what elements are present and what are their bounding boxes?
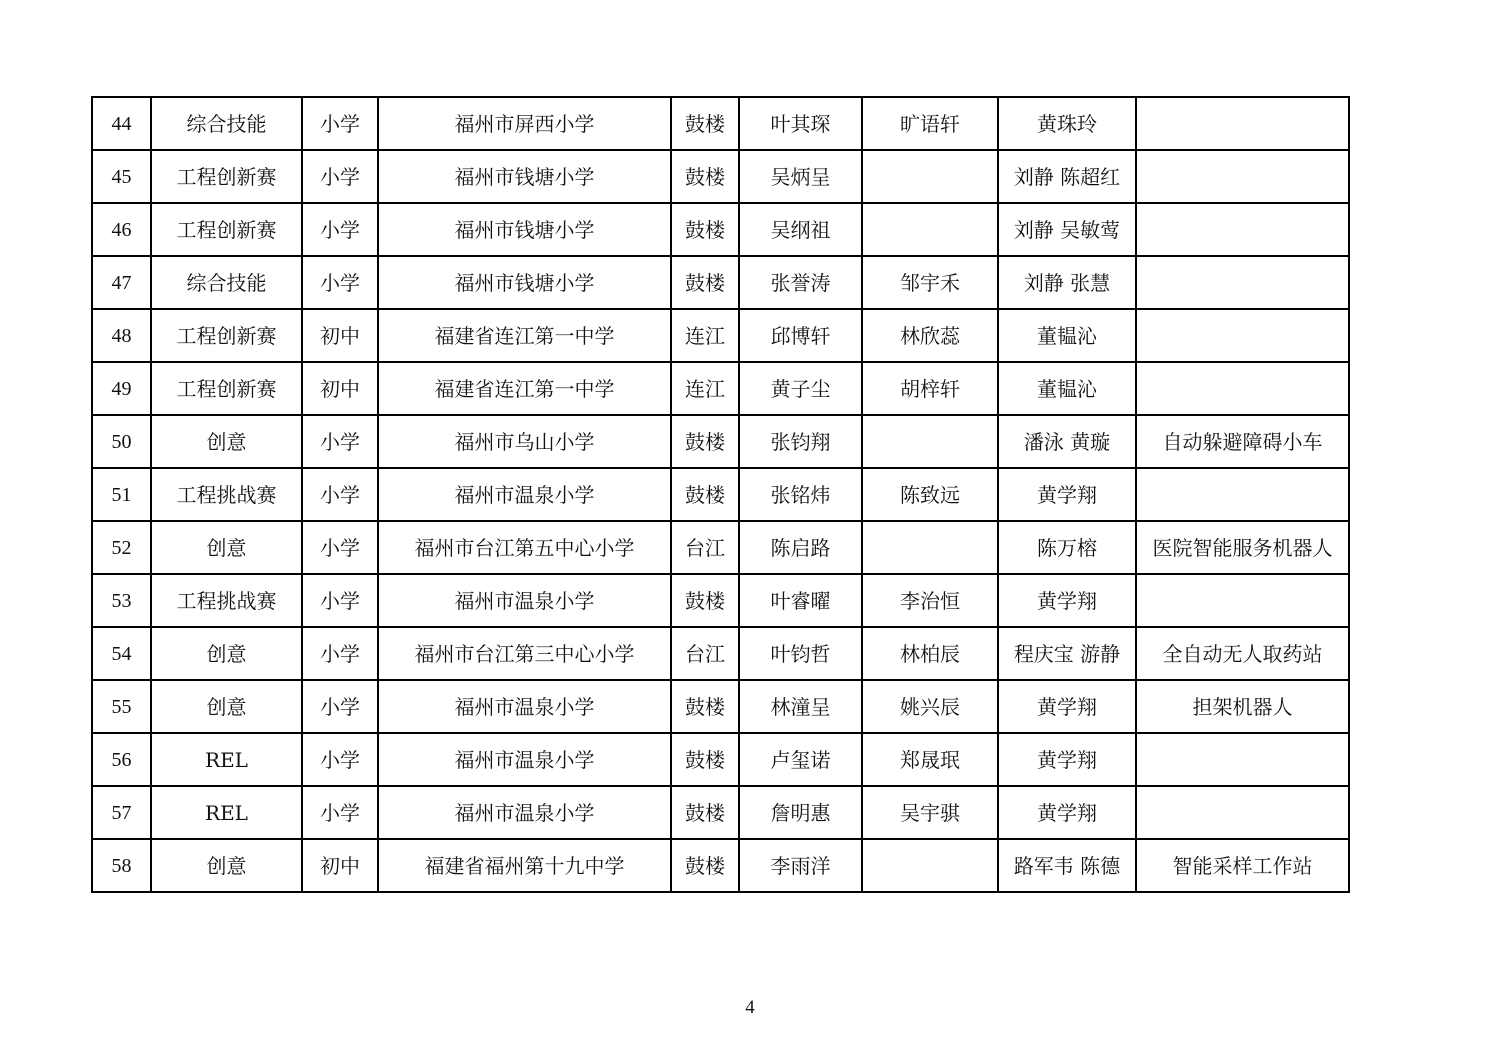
school-name-cell: 福州市钱塘小学 [378, 150, 671, 203]
table-row [92, 627, 1349, 680]
school-name-cell: 福建省福州第十九中学 [378, 839, 671, 892]
table-row [92, 97, 1349, 150]
coach-cell: 黄学翔 [998, 786, 1136, 839]
school-level-cell: 小学 [302, 786, 378, 839]
row-number-cell: 52 [92, 521, 151, 574]
student-1-cell: 吴纲祖 [739, 203, 862, 256]
student-2-cell [862, 150, 998, 203]
project-title-cell [1136, 309, 1349, 362]
district-cell: 连江 [671, 362, 739, 415]
school-level-cell: 小学 [302, 203, 378, 256]
district-cell: 鼓楼 [671, 786, 739, 839]
school-name-cell: 福州市温泉小学 [378, 468, 671, 521]
project-title-cell: 担架机器人 [1136, 680, 1349, 733]
competition-category-cell: REL [151, 786, 302, 839]
competition-category-cell: 工程挑战赛 [151, 574, 302, 627]
student-1-cell: 张誉涛 [739, 256, 862, 309]
competition-category-cell: 创意 [151, 627, 302, 680]
project-title-cell [1136, 150, 1349, 203]
competition-category-cell: 创意 [151, 521, 302, 574]
student-2-cell: 吴宇骐 [862, 786, 998, 839]
district-cell: 鼓楼 [671, 839, 739, 892]
competition-category-cell: 综合技能 [151, 256, 302, 309]
competition-category-cell: 综合技能 [151, 97, 302, 150]
project-title-cell [1136, 733, 1349, 786]
coach-cell: 黄珠玲 [998, 97, 1136, 150]
school-name-cell: 福建省连江第一中学 [378, 362, 671, 415]
district-cell: 连江 [671, 309, 739, 362]
row-number-cell: 56 [92, 733, 151, 786]
competition-category-cell: 创意 [151, 680, 302, 733]
project-title-cell [1136, 97, 1349, 150]
coach-cell: 程庆宝 游静 [998, 627, 1136, 680]
table-row [92, 786, 1349, 839]
coach-cell: 黄学翔 [998, 680, 1136, 733]
school-name-cell: 福州市钱塘小学 [378, 256, 671, 309]
coach-cell: 黄学翔 [998, 574, 1136, 627]
student-1-cell: 叶睿曜 [739, 574, 862, 627]
competition-category-cell: 工程挑战赛 [151, 468, 302, 521]
competition-category-cell: 工程创新赛 [151, 362, 302, 415]
student-2-cell: 林欣蕊 [862, 309, 998, 362]
student-1-cell: 叶其琛 [739, 97, 862, 150]
school-level-cell: 小学 [302, 627, 378, 680]
table-row [92, 415, 1349, 468]
student-1-cell: 叶钧哲 [739, 627, 862, 680]
project-title-cell [1136, 786, 1349, 839]
row-number-cell: 53 [92, 574, 151, 627]
student-2-cell: 陈致远 [862, 468, 998, 521]
student-2-cell [862, 521, 998, 574]
student-1-cell: 詹明惠 [739, 786, 862, 839]
competition-category-cell: 工程创新赛 [151, 150, 302, 203]
coach-cell: 陈万榕 [998, 521, 1136, 574]
district-cell: 台江 [671, 521, 739, 574]
school-name-cell: 福州市温泉小学 [378, 786, 671, 839]
records-table [91, 96, 1350, 893]
table-body [92, 97, 1349, 892]
row-number-cell: 46 [92, 203, 151, 256]
district-cell: 鼓楼 [671, 203, 739, 256]
table-row [92, 309, 1349, 362]
student-1-cell: 邱博轩 [739, 309, 862, 362]
school-level-cell: 小学 [302, 574, 378, 627]
row-number-cell: 49 [92, 362, 151, 415]
school-level-cell: 小学 [302, 256, 378, 309]
school-level-cell: 初中 [302, 839, 378, 892]
table-row [92, 468, 1349, 521]
row-number-cell: 45 [92, 150, 151, 203]
student-2-cell [862, 203, 998, 256]
table-row [92, 521, 1349, 574]
school-name-cell: 福州市温泉小学 [378, 733, 671, 786]
school-name-cell: 福州市台江第三中心小学 [378, 627, 671, 680]
table-row [92, 574, 1349, 627]
district-cell: 鼓楼 [671, 415, 739, 468]
school-name-cell: 福建省连江第一中学 [378, 309, 671, 362]
coach-cell: 刘静 陈超红 [998, 150, 1136, 203]
school-level-cell: 小学 [302, 415, 378, 468]
row-number-cell: 55 [92, 680, 151, 733]
competition-category-cell: 工程创新赛 [151, 203, 302, 256]
school-level-cell: 小学 [302, 150, 378, 203]
project-title-cell [1136, 362, 1349, 415]
coach-cell: 刘静 张慧 [998, 256, 1136, 309]
student-2-cell [862, 839, 998, 892]
row-number-cell: 58 [92, 839, 151, 892]
district-cell: 鼓楼 [671, 256, 739, 309]
row-number-cell: 50 [92, 415, 151, 468]
student-1-cell: 张铭炜 [739, 468, 862, 521]
row-number-cell: 51 [92, 468, 151, 521]
coach-cell: 潘泳 黄璇 [998, 415, 1136, 468]
district-cell: 鼓楼 [671, 680, 739, 733]
student-2-cell: 姚兴辰 [862, 680, 998, 733]
coach-cell: 刘静 吴敏莺 [998, 203, 1136, 256]
table-row [92, 256, 1349, 309]
row-number-cell: 44 [92, 97, 151, 150]
student-1-cell: 吴炳呈 [739, 150, 862, 203]
school-level-cell: 小学 [302, 680, 378, 733]
page-number: 4 [745, 997, 755, 1018]
student-2-cell: 林柏辰 [862, 627, 998, 680]
row-number-cell: 47 [92, 256, 151, 309]
table-row [92, 680, 1349, 733]
school-name-cell: 福州市温泉小学 [378, 680, 671, 733]
project-title-cell [1136, 468, 1349, 521]
table-row [92, 203, 1349, 256]
project-title-cell: 自动躲避障碍小车 [1136, 415, 1349, 468]
student-2-cell [862, 415, 998, 468]
student-1-cell: 李雨洋 [739, 839, 862, 892]
student-1-cell: 张钧翔 [739, 415, 862, 468]
student-2-cell: 胡梓轩 [862, 362, 998, 415]
district-cell: 鼓楼 [671, 468, 739, 521]
student-1-cell: 陈启路 [739, 521, 862, 574]
table-row [92, 150, 1349, 203]
coach-cell: 路军韦 陈德 [998, 839, 1136, 892]
student-2-cell: 邹宇禾 [862, 256, 998, 309]
coach-cell: 黄学翔 [998, 468, 1136, 521]
project-title-cell [1136, 203, 1349, 256]
school-name-cell: 福州市乌山小学 [378, 415, 671, 468]
student-1-cell: 黄子尘 [739, 362, 862, 415]
district-cell: 鼓楼 [671, 97, 739, 150]
school-name-cell: 福州市钱塘小学 [378, 203, 671, 256]
school-name-cell: 福州市温泉小学 [378, 574, 671, 627]
coach-cell: 董韫沁 [998, 362, 1136, 415]
school-name-cell: 福州市屏西小学 [378, 97, 671, 150]
row-number-cell: 48 [92, 309, 151, 362]
student-2-cell: 旷语轩 [862, 97, 998, 150]
school-level-cell: 初中 [302, 309, 378, 362]
school-level-cell: 小学 [302, 733, 378, 786]
competition-category-cell: REL [151, 733, 302, 786]
school-name-cell: 福州市台江第五中心小学 [378, 521, 671, 574]
school-level-cell: 小学 [302, 468, 378, 521]
row-number-cell: 57 [92, 786, 151, 839]
school-level-cell: 小学 [302, 521, 378, 574]
table-row [92, 362, 1349, 415]
competition-category-cell: 创意 [151, 839, 302, 892]
district-cell: 鼓楼 [671, 574, 739, 627]
coach-cell: 董韫沁 [998, 309, 1136, 362]
student-2-cell: 郑晟珉 [862, 733, 998, 786]
table-row [92, 733, 1349, 786]
district-cell: 台江 [671, 627, 739, 680]
district-cell: 鼓楼 [671, 150, 739, 203]
competition-category-cell: 工程创新赛 [151, 309, 302, 362]
coach-cell: 黄学翔 [998, 733, 1136, 786]
competition-category-cell: 创意 [151, 415, 302, 468]
project-title-cell: 全自动无人取药站 [1136, 627, 1349, 680]
project-title-cell: 智能采样工作站 [1136, 839, 1349, 892]
project-title-cell [1136, 574, 1349, 627]
school-level-cell: 初中 [302, 362, 378, 415]
project-title-cell: 医院智能服务机器人 [1136, 521, 1349, 574]
student-1-cell: 卢玺诺 [739, 733, 862, 786]
project-title-cell [1136, 256, 1349, 309]
student-1-cell: 林潼呈 [739, 680, 862, 733]
row-number-cell: 54 [92, 627, 151, 680]
school-level-cell: 小学 [302, 97, 378, 150]
district-cell: 鼓楼 [671, 733, 739, 786]
student-2-cell: 李治恒 [862, 574, 998, 627]
table-row [92, 839, 1349, 892]
